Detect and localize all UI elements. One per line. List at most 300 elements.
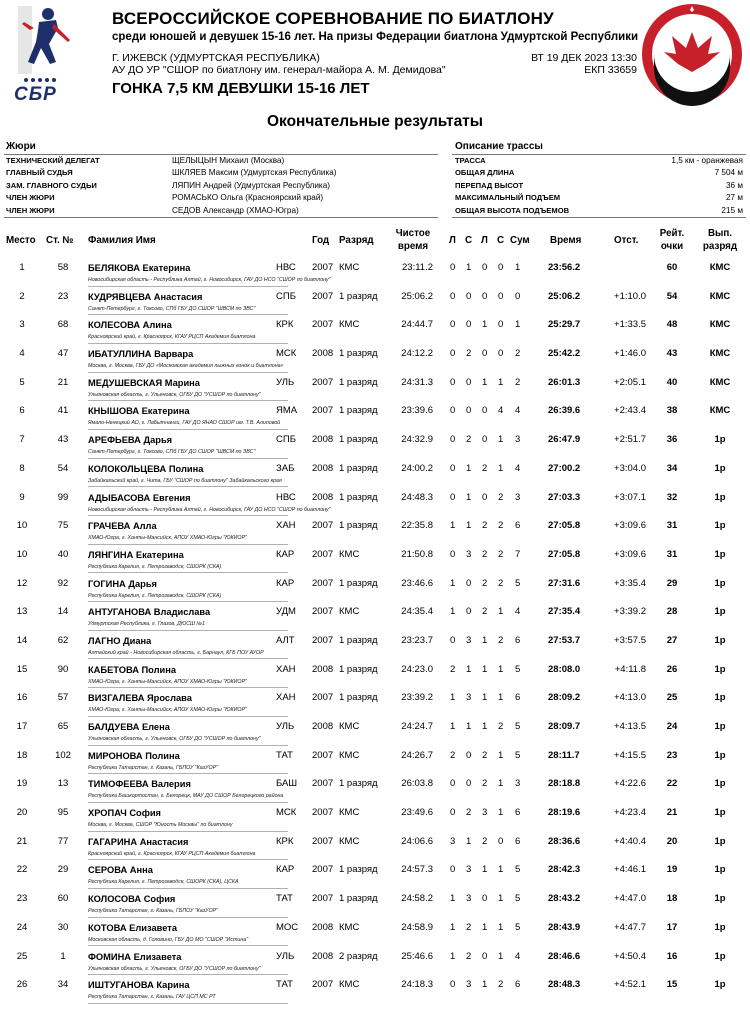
col-s3: Л	[481, 235, 488, 246]
team-code: ХАН	[276, 520, 296, 532]
time-gap: +3:39.2	[614, 606, 646, 618]
bib: 75	[57, 520, 69, 532]
bib: 95	[57, 807, 69, 819]
shoot-3: 0	[482, 491, 488, 503]
shoot-2: 3	[466, 979, 472, 991]
rating-points: 38	[666, 405, 678, 417]
shoot-4: 1	[498, 807, 504, 819]
jury-role: ГЛАВНЫЙ СУДЬЯ	[6, 168, 73, 178]
team-code: УЛЬ	[276, 721, 295, 732]
shoot-2: 0	[466, 606, 472, 618]
col-time: Время	[550, 235, 582, 246]
rank: 1 разряд	[339, 663, 378, 675]
athlete-affiliation: Забайкальский край, г. Чита, ГБУ "СШОР по биатлону" Забайкальского края	[88, 477, 282, 484]
clean-time: 21:50.8	[401, 548, 433, 560]
shoot-4: 1	[498, 749, 504, 761]
shoot-2: 3	[466, 893, 472, 905]
shoot-3: 1	[482, 634, 488, 646]
col-sum: Сум	[510, 235, 530, 246]
rank: 1 разряд	[339, 893, 378, 905]
awarded-category: 1р	[714, 491, 726, 503]
table-row	[0, 344, 750, 373]
shoot-1: 0	[450, 548, 456, 560]
shoot-sum: 2	[515, 348, 521, 360]
awarded-category: 1р	[714, 864, 726, 876]
shoot-3: 1	[482, 376, 488, 388]
time-gap: +4:13.0	[614, 692, 646, 704]
time-gap: +4:40.4	[614, 835, 646, 847]
athlete-affiliation: Ульяновская область, г. Ульяновск, ОГБУ ДО "УСШОР по биатлону"	[88, 391, 261, 398]
col-pts-1: Рейт.	[659, 228, 685, 239]
shoot-2: 3	[466, 548, 472, 560]
place: 10	[16, 548, 28, 560]
shoot-1: 0	[450, 376, 456, 388]
jury-role: ТЕХНИЧЕСКИЙ ДЕЛЕГАТ	[6, 156, 100, 165]
team-code: КРК	[276, 319, 294, 331]
shoot-4: 2	[498, 721, 504, 732]
athlete-affiliation: Ульяновская область, г. Ульяновск, ОГБУ ДО "УСШОР по биатлону"	[88, 965, 261, 972]
clean-time: 24:48.3	[401, 491, 433, 503]
time-gap: +3:09.6	[614, 520, 646, 532]
shoot-3: 1	[482, 979, 488, 991]
athlete-name: МИРОНОВА Полина	[88, 750, 180, 761]
table-row	[0, 574, 750, 603]
col-clean-1: Чистое	[395, 228, 431, 239]
athlete-name: КНЫШОВА Екатерина	[88, 406, 190, 417]
place: 3	[19, 319, 25, 331]
col-rank: Разряд	[339, 235, 374, 246]
shoot-1: 0	[450, 434, 456, 446]
awarded-category: 1р	[714, 807, 726, 819]
sbr-logo	[12, 4, 80, 104]
time-gap: +4:15.5	[614, 749, 646, 761]
shoot-1: 0	[450, 290, 456, 302]
jury-name: ШКЛЯЕВ Максим (Удмуртская Республика)	[172, 168, 337, 178]
table-row	[0, 287, 750, 316]
athlete-name: АРЕФЬЕВА Дарья	[88, 435, 173, 446]
col-year: Год	[312, 235, 330, 246]
finish-time: 27:53.7	[548, 634, 581, 646]
rating-points: 28	[666, 606, 678, 618]
athlete-affiliation: ХМАО-Югра, г. Ханты-Мансийск, АПОУ ХМАО-Югры "ЮКИОР"	[88, 678, 247, 685]
team-code: БАШ	[276, 778, 298, 790]
clean-time: 23:11.2	[402, 262, 433, 273]
jury-row	[4, 155, 438, 167]
jury-row	[4, 192, 438, 204]
finish-time: 28:36.6	[548, 835, 581, 847]
udmurtia-emblem	[640, 2, 744, 106]
rank: КМС	[339, 835, 360, 847]
athlete-affiliation: Московская область, д. Головино, ГБУ ДО МО "СШОР "Истина"	[88, 936, 249, 943]
shoot-sum: 4	[515, 950, 521, 962]
track-row	[452, 155, 746, 167]
table-row	[0, 373, 750, 402]
time-gap: +1:33.5	[614, 319, 646, 331]
time-gap: +4:50.4	[614, 950, 646, 962]
shoot-sum: 1	[515, 319, 521, 331]
clean-time: 24:24.7	[401, 721, 433, 732]
results-table	[0, 258, 750, 1004]
rating-points: 19	[666, 864, 678, 876]
rank: 1 разряд	[339, 290, 378, 302]
shoot-2: 1	[466, 520, 472, 532]
shoot-sum: 3	[515, 491, 521, 503]
birth-year: 2007	[312, 376, 334, 388]
shoot-sum: 3	[515, 434, 521, 446]
shoot-4: 4	[498, 405, 504, 417]
bib: 57	[57, 692, 69, 704]
jury-name: ЛЯПИН Андрей (Удмуртская Республика)	[172, 180, 330, 190]
team-code: НВС	[276, 491, 296, 503]
finish-time: 28:08.0	[548, 663, 581, 675]
athlete-name: ТИМОФЕЕВА Валерия	[88, 779, 191, 790]
team-code: МСК	[276, 348, 297, 360]
athlete-name: КОЛЕСОВА Алина	[88, 320, 172, 331]
shoot-1: 2	[450, 749, 456, 761]
rank: 1 разряд	[339, 577, 378, 589]
birth-year: 2007	[312, 749, 334, 761]
athlete-affiliation: Ульяновская область, г. Ульяновск, ОГБУ ДО "УСШОР по биатлону"	[88, 736, 261, 742]
athlete-affiliation: Красноярский край, г. Красноярск, КГАУ РЦСП Академия биатлона	[88, 850, 256, 857]
birth-year: 2007	[312, 577, 334, 589]
awarded-category: 1р	[714, 462, 726, 474]
table-row	[0, 516, 750, 545]
team-code: КРК	[276, 835, 294, 847]
shoot-3: 1	[482, 921, 488, 933]
track-value: 1,5 км - оранжевая	[671, 156, 743, 165]
clean-time: 23:23.7	[401, 634, 433, 646]
shoot-2: 1	[466, 262, 472, 273]
shoot-2: 2	[466, 348, 472, 360]
athlete-name: ХРОПАЧ София	[88, 808, 161, 819]
athlete-affiliation: Санкт-Петербург, г. Токсово, СПб ГБУ ДО СШОР "ШВСМ по ЗВС"	[88, 305, 256, 312]
birth-year: 2007	[312, 606, 334, 618]
place: 2	[19, 290, 25, 302]
team-code: УЛЬ	[276, 376, 295, 388]
birth-year: 2008	[312, 721, 334, 732]
clean-time: 24:57.3	[401, 864, 433, 876]
finish-time: 25:06.2	[548, 290, 581, 302]
athlete-affiliation: Республика Татарстан, г. Казань, ГБПОУ "КазУОР"	[88, 908, 219, 915]
time-gap: +4:13.5	[614, 721, 646, 732]
shoot-4: 1	[498, 434, 504, 446]
bib: 34	[57, 979, 69, 991]
event-organizer: АУ ДО УР "СШОР по биатлону им. генерал-майора А. М. Демидова"	[112, 64, 446, 76]
clean-time: 24:12.2	[401, 348, 433, 360]
shoot-4: 2	[498, 634, 504, 646]
awarded-category: 1р	[714, 921, 726, 933]
bib: 47	[57, 348, 69, 360]
rating-points: 31	[666, 520, 678, 532]
rank: 1 разряд	[339, 634, 378, 646]
place: 10	[16, 520, 28, 532]
shoot-3: 2	[482, 778, 488, 790]
clean-time: 24:23.0	[401, 663, 433, 675]
place: 8	[19, 462, 25, 474]
shoot-sum: 6	[515, 807, 521, 819]
col-clean-2: время	[397, 241, 429, 252]
shoot-1: 1	[450, 921, 456, 933]
rating-points: 31	[666, 548, 678, 560]
birth-year: 2007	[312, 290, 334, 302]
athlete-affiliation: Удмуртская Республика, г. Глазов, ДЮСШ №1	[88, 621, 206, 628]
row-separator	[88, 1003, 288, 1004]
bib: 13	[57, 778, 69, 790]
shoot-4: 1	[498, 462, 504, 474]
rank: 1 разряд	[339, 520, 378, 532]
birth-year: 2007	[312, 864, 334, 876]
athlete-name: КОЛОСОВА София	[88, 894, 176, 905]
finish-time: 28:09.7	[548, 721, 581, 732]
athlete-name: ИШТУГАНОВА Карина	[88, 980, 190, 991]
table-row	[0, 746, 750, 775]
awarded-category: 1р	[714, 950, 726, 962]
shoot-sum: 1	[515, 262, 521, 273]
shoot-2: 0	[466, 319, 472, 331]
table-row	[0, 774, 750, 803]
jury-row	[4, 167, 438, 179]
shoot-2: 2	[466, 921, 472, 933]
athlete-name: ИБАТУЛЛИНА Варвара	[88, 349, 194, 360]
rank: КМС	[339, 807, 360, 819]
time-gap: +1:46.0	[614, 348, 646, 360]
table-row	[0, 430, 750, 459]
birth-year: 2008	[312, 663, 334, 675]
team-code: УДМ	[276, 606, 296, 618]
shoot-4: 1	[498, 950, 504, 962]
shoot-sum: 4	[515, 405, 521, 417]
finish-time: 26:39.6	[548, 405, 581, 417]
shoot-sum: 6	[515, 634, 521, 646]
track-heading: Описание трассы	[455, 141, 543, 152]
awarded-category: 1р	[714, 778, 726, 790]
team-code: ТАТ	[276, 893, 293, 905]
awarded-category: 1р	[714, 606, 726, 618]
shoot-2: 3	[466, 864, 472, 876]
athlete-name: КАБЕТОВА Полина	[88, 664, 177, 675]
col-s4: С	[497, 235, 505, 246]
finish-time: 28:19.6	[548, 807, 581, 819]
shoot-3: 1	[482, 864, 488, 876]
shoot-2: 0	[466, 577, 472, 589]
finish-time: 28:18.8	[548, 778, 581, 790]
shoot-sum: 7	[515, 548, 521, 560]
bib: 29	[57, 864, 69, 876]
shoot-sum: 0	[515, 290, 521, 302]
bib: 90	[57, 663, 69, 675]
shoot-3: 2	[482, 835, 488, 847]
awarded-category: 1р	[714, 434, 726, 446]
athlete-affiliation: ХМАО-Югра, г. Ханты-Мансийск, АПОУ ХМАО-Югры "ЮКИОР"	[88, 535, 247, 542]
rating-points: 21	[666, 807, 678, 819]
place: 13	[16, 606, 28, 618]
bib: 58	[57, 262, 69, 273]
clean-time: 25:06.2	[401, 290, 433, 302]
table-row	[0, 975, 750, 1004]
jury-table	[4, 154, 438, 218]
place: 15	[16, 663, 28, 675]
track-row	[452, 192, 746, 204]
birth-year: 2007	[312, 835, 334, 847]
shoot-1: 1	[450, 692, 456, 704]
clean-time: 24:06.6	[401, 835, 433, 847]
birth-year: 2008	[312, 434, 334, 446]
table-row	[0, 688, 750, 717]
shoot-2: 3	[466, 692, 472, 704]
shoot-sum: 5	[515, 864, 521, 876]
athlete-affiliation: Ямало-Ненецкий АО, г. Лабытнанги, ГАУ ДО ЯНАО СШОР им. Т.В. Алиповой	[88, 420, 281, 427]
clean-time: 23:46.6	[401, 577, 433, 589]
shoot-1: 0	[450, 491, 456, 503]
rating-points: 18	[666, 893, 678, 905]
shoot-3: 1	[482, 721, 488, 732]
shoot-sum: 6	[515, 692, 521, 704]
shoot-4: 1	[498, 376, 504, 388]
shoot-4: 2	[498, 577, 504, 589]
place: 4	[19, 348, 25, 360]
table-row	[0, 488, 750, 517]
finish-time: 28:42.3	[548, 864, 581, 876]
shoot-4: 2	[498, 979, 504, 991]
place: 14	[16, 634, 28, 646]
rank: 1 разряд	[339, 864, 378, 876]
shoot-sum: 5	[515, 749, 521, 761]
rank: КМС	[339, 749, 360, 761]
finish-time: 23:56.2	[548, 262, 581, 273]
table-row	[0, 315, 750, 344]
birth-year: 2008	[312, 921, 334, 933]
event-date-block	[531, 52, 637, 76]
shoot-3: 2	[482, 548, 488, 560]
bib: 102	[55, 749, 71, 761]
time-gap: +4:23.4	[614, 807, 646, 819]
birth-year: 2008	[312, 491, 334, 503]
finish-time: 27:03.3	[548, 491, 581, 503]
shoot-1: 0	[450, 405, 456, 417]
rating-points: 25	[666, 692, 678, 704]
table-row	[0, 545, 750, 574]
shoot-4: 2	[498, 548, 504, 560]
shoot-sum: 4	[515, 462, 521, 474]
athlete-name: БЕЛЯКОВА Екатерина	[88, 263, 191, 273]
team-code: МОС	[276, 921, 299, 933]
jury-row	[4, 205, 438, 217]
shoot-4: 1	[498, 606, 504, 618]
birth-year: 2007	[312, 778, 334, 790]
shoot-2: 0	[466, 405, 472, 417]
athlete-affiliation: Москва, г. Москва, ГБУ ДО «Московская академия лыжных гонок и биатлона»	[88, 363, 284, 370]
track-label: ОБЩАЯ ВЫСОТА ПОДЪЕМОВ	[455, 205, 570, 215]
awarded-category: КМС	[709, 290, 731, 302]
shoot-4: 0	[498, 262, 504, 273]
event-location-block	[112, 52, 446, 76]
bib: 54	[57, 462, 69, 474]
team-code: ХАН	[276, 663, 296, 675]
rank: 2 разряд	[339, 950, 378, 962]
table-row	[0, 660, 750, 689]
clean-time: 24:18.3	[401, 979, 433, 991]
shoot-1: 0	[450, 348, 456, 360]
awarded-category: 1р	[714, 634, 726, 646]
place: 21	[16, 835, 28, 847]
finish-time: 27:05.8	[548, 548, 581, 560]
table-row	[0, 459, 750, 488]
finish-time: 28:48.3	[548, 979, 581, 991]
team-code: ТАТ	[276, 749, 293, 761]
shoot-1: 0	[450, 262, 456, 273]
shoot-2: 1	[466, 721, 472, 732]
team-code: УЛЬ	[276, 950, 295, 962]
finish-time: 26:47.9	[548, 434, 581, 446]
rating-points: 24	[666, 721, 678, 732]
finish-time: 25:29.7	[548, 319, 581, 331]
athlete-affiliation: Красноярский край, г. Красноярск, КГАУ РЦСП Академия биатлона	[88, 334, 256, 341]
track-row	[452, 205, 746, 217]
shoot-1: 1	[450, 606, 456, 618]
jury-role: ЧЛЕН ЖЮРИ	[6, 193, 55, 203]
rating-points: 40	[666, 376, 678, 388]
place: 19	[16, 778, 28, 790]
table-row	[0, 717, 750, 746]
bib: 41	[57, 405, 69, 417]
rating-points: 29	[666, 577, 678, 589]
rating-points: 36	[666, 434, 678, 446]
place: 17	[16, 721, 28, 732]
rating-points: 60	[666, 262, 678, 273]
shoot-4: 0	[498, 319, 504, 331]
clean-time: 22:35.8	[401, 520, 433, 532]
time-gap: +3:04.0	[614, 462, 646, 474]
shoot-2: 2	[466, 950, 472, 962]
shoot-2: 1	[466, 491, 472, 503]
place: 1	[19, 262, 25, 273]
rank: 1 разряд	[339, 434, 378, 446]
athlete-affiliation: Республика Карелия, г. Петрозаводск, СШОРК (СКА)	[88, 563, 222, 570]
shoot-sum: 3	[515, 778, 521, 790]
clean-time: 26:03.8	[401, 778, 433, 790]
bib: 30	[57, 921, 69, 933]
event-title: ВСЕРОССИЙСКОЕ СОРЕВНОВАНИЕ ПО БИАТЛОНУ	[112, 9, 554, 28]
shoot-3: 0	[482, 348, 488, 360]
awarded-category: 1р	[714, 692, 726, 704]
place: 23	[16, 893, 28, 905]
rank: КМС	[339, 606, 360, 618]
team-code: МСК	[276, 807, 297, 819]
shoot-sum: 5	[515, 577, 521, 589]
shoot-sum: 5	[515, 893, 521, 905]
finish-time: 28:43.9	[548, 921, 581, 933]
time-gap: +4:11.8	[614, 663, 646, 675]
athlete-name: ФОМИНА Елизавета	[88, 951, 182, 962]
shoot-3: 2	[482, 462, 488, 474]
rating-points: 48	[666, 319, 678, 331]
col-bib: Ст. №	[46, 235, 74, 246]
shoot-4: 1	[498, 692, 504, 704]
shoot-3: 0	[482, 262, 488, 273]
jury-role: ЧЛЕН ЖЮРИ	[6, 205, 55, 215]
shoot-3: 0	[482, 950, 488, 962]
shoot-1: 3	[450, 835, 456, 847]
event-datetime: ВТ 19 ДЕК 2023 13:30	[531, 52, 637, 64]
shoot-1: 0	[450, 864, 456, 876]
finish-time: 27:00.2	[548, 462, 581, 474]
bib: 43	[57, 434, 69, 446]
athlete-name: КОЛОКОЛЬЦЕВА Полина	[88, 463, 204, 474]
jury-name: ЩЕЛЫЦЫН Михаил (Москва)	[172, 156, 285, 165]
team-code: КАР	[276, 548, 295, 560]
athlete-affiliation: Санкт-Петербург, г. Токсово, СПб ГБУ ДО СШОР "ШВСМ по ЗВС"	[88, 449, 256, 456]
rating-points: 15	[666, 979, 678, 991]
